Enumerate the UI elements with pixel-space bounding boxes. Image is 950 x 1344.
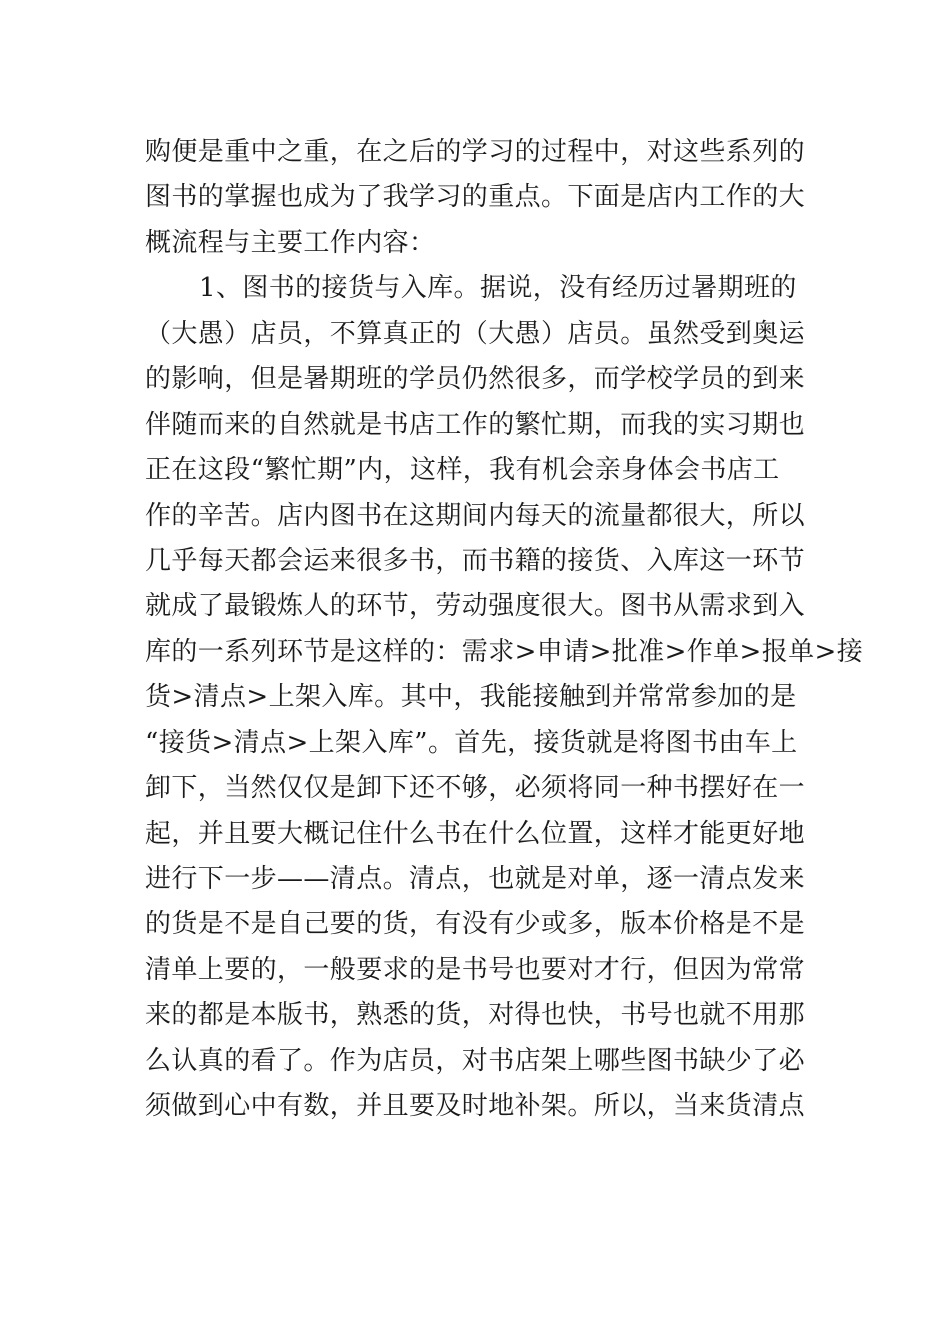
text-line: 须做到心中有数，并且要及时地补架。所以，当来货清点 [145,1091,806,1122]
text-line: 进行下一步——清点。清点，也就是对单，逐一清点发来 [145,864,806,894]
text-line: （大愚）店员，不算真正的（大愚）店员。虽然受到奥运 [145,318,806,349]
text-line: 几乎每天都会运来很多书，而书籍的接货、入库这一环节 [145,545,806,576]
text-line: 么认真的看了。作为店员，对书店架上哪些图书缺少了必 [145,1045,806,1076]
text-line: 起，并且要大概记住什么书在什么位置，这样才能更好地 [145,818,806,849]
text-line: 卸下，当然仅仅是卸下还不够，必须将同一种书摆好在一 [145,773,806,804]
text-line: 库的一系列环节是这样的：需求>申请>批准>作单>报单>接 [145,636,864,667]
text-line: 购便是重中之重，在之后的学习的过程中，对这些系列的 [145,137,806,167]
text-line: 就成了最锻炼人的环节，劳动强度很大。图书从需求到入 [145,591,806,622]
text-line: 概流程与主要工作内容： [145,227,436,258]
text-line: 清单上要的，一般要求的是书号也要对才行，但因为常常 [145,954,806,985]
text-line: 的影响，但是暑期班的学员仍然很多，而学校学员的到来 [145,364,806,395]
paragraph-start-line: 1、图书的接货与入库。据说，没有经历过暑期班的 [199,273,797,304]
text-line: “接货>清点>上架入库”。首先，接货就是将图书由车上 [145,727,798,758]
text-line: 货>清点>上架入库。其中，我能接触到并常常参加的是 [145,682,797,713]
text-line: 的货是不是自己要的货，有没有少或多，版本价格是不是 [145,909,806,940]
text-line: 图书的掌握也成为了我学习的重点。下面是店内工作的大 [145,182,806,213]
text-line: 作的辛苦。店内图书在这期间内每天的流量都很大，所以 [145,500,806,531]
text-line: 来的都是本版书，熟悉的货，对得也快，书号也就不用那 [145,1000,806,1031]
text-line: 正在这段“繁忙期”内，这样，我有机会亲身体会书店工 [145,455,780,486]
text-line: 伴随而来的自然就是书店工作的繁忙期，而我的实习期也 [145,409,806,440]
body-text [145,130,864,1130]
